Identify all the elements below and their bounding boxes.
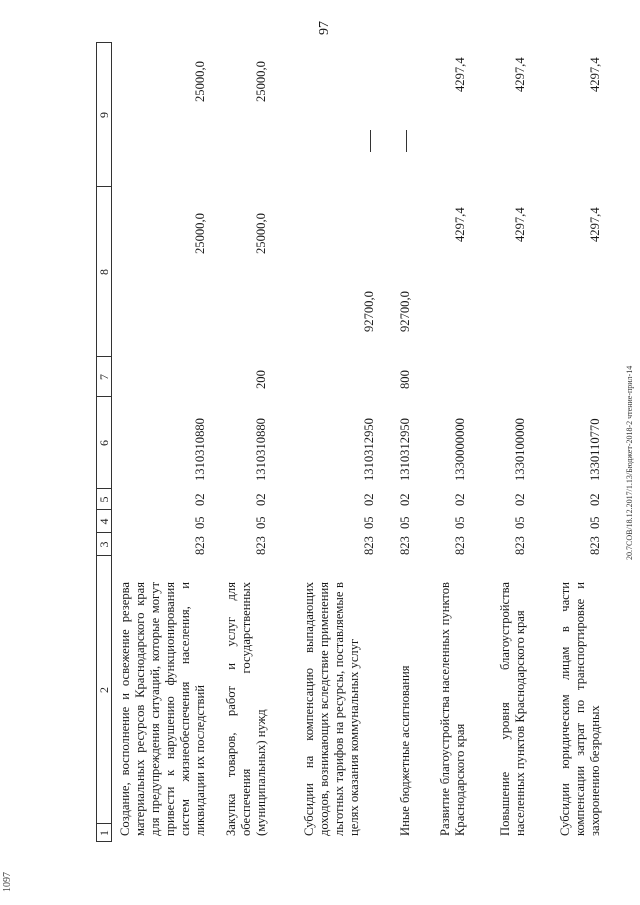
cell-c9-dash [406, 130, 407, 152]
cell-c6: 1330100000 [513, 418, 527, 481]
cell-c6: 1310310880 [254, 418, 268, 481]
cell-c3: 823 [254, 536, 268, 555]
header-col-4: 4 [96, 509, 112, 533]
cell-c6: 1310310880 [193, 418, 207, 481]
header-col-5: 5 [96, 488, 112, 510]
row-name: Субсидии на компенсацию выпадающих доходов, возникающих вследствие применения льготных тарифов на ресурсы, поставляемые в целях оказания коммунальных услуг [302, 582, 361, 836]
corner-number: 1097 [2, 872, 13, 892]
cell-c4: 05 [398, 516, 412, 529]
cell-c6: 1310312950 [398, 418, 412, 481]
cell-c9: 4297,4 [588, 57, 602, 92]
cell-c3: 823 [453, 536, 467, 555]
footer-note: 20.7СОВ/18.12.2017/1.13/Бюджет-2018-2 чтение-прил-14 [625, 365, 634, 560]
cell-c3: 823 [362, 536, 376, 555]
header-col-1: 1 [96, 823, 112, 842]
header-col-6: 6 [96, 396, 112, 489]
cell-c5: 02 [254, 493, 268, 506]
cell-c3: 823 [193, 536, 207, 555]
cell-c4: 05 [588, 516, 602, 529]
row-name: Повышение уровня благоустройства населенных пунктов Краснодарского края [498, 582, 527, 836]
cell-c4: 05 [513, 516, 527, 529]
cell-c8: 4297,4 [588, 207, 602, 242]
header-col-2: 2 [96, 555, 112, 824]
cell-c8: 4297,4 [513, 207, 527, 242]
row-name: Субсидии юридическим лицам в части компенсации затрат по транспортировке и захоронению безродных [558, 582, 602, 836]
cell-c8: 92700,0 [362, 291, 376, 332]
row-name: Закупка товаров, работ и услуг для обеспечения государственных (муниципальных) нужд [224, 582, 268, 836]
row-name: Иные бюджетные ассигнования [398, 665, 412, 836]
cell-c4: 05 [254, 516, 268, 529]
rotated-table [96, 42, 636, 842]
cell-c9: 25000,0 [193, 61, 207, 102]
cell-c8: 25000,0 [254, 213, 268, 254]
cell-c8: 25000,0 [193, 213, 207, 254]
table-row [302, 42, 382, 842]
cell-c4: 05 [193, 516, 207, 529]
table-row [118, 42, 210, 842]
cell-c9: 4297,4 [453, 57, 467, 92]
table-row [558, 42, 618, 842]
page-number: 97 [317, 21, 332, 35]
cell-c6: 1330110770 [588, 418, 602, 481]
table-row [224, 42, 284, 842]
cell-c4: 05 [362, 516, 376, 529]
cell-c6: 1330000000 [453, 418, 467, 481]
cell-c9-dash [370, 130, 371, 152]
cell-c4: 05 [453, 516, 467, 529]
cell-c5: 02 [193, 493, 207, 506]
cell-c8: 4297,4 [453, 207, 467, 242]
cell-c3: 823 [588, 536, 602, 555]
cell-c5: 02 [398, 493, 412, 506]
table-row [398, 42, 428, 842]
cell-c8: 92700,0 [398, 291, 412, 332]
budget-table [96, 42, 636, 842]
cell-c6: 1310312950 [362, 418, 376, 481]
cell-c9: 4297,4 [513, 57, 527, 92]
cell-c5: 02 [588, 493, 602, 506]
cell-c5: 02 [513, 493, 527, 506]
header-col-7: 7 [96, 356, 112, 397]
cell-c5: 02 [453, 493, 467, 506]
cell-c3: 823 [398, 536, 412, 555]
row-name: Создание, восполнение и освежение резерва материальных ресурсов Краснодарского края для предупреждения ситуаций, которые могут привести к нарушению функционирования систем жизнеобеспечения населения, и ликвидации их последствий [118, 582, 207, 836]
cell-c5: 02 [362, 493, 376, 506]
header-col-3: 3 [96, 532, 112, 556]
cell-c7: 800 [398, 370, 412, 389]
table-row [438, 42, 483, 842]
row-name: Развитие благоустройства населенных пунктов Краснодарского края [438, 582, 467, 836]
header-col-8: 8 [96, 186, 112, 357]
cell-c3: 823 [513, 536, 527, 555]
cell-c7: 200 [254, 370, 268, 389]
cell-c9: 25000,0 [254, 61, 268, 102]
header-col-9: 9 [97, 112, 111, 118]
table-row [498, 42, 543, 842]
